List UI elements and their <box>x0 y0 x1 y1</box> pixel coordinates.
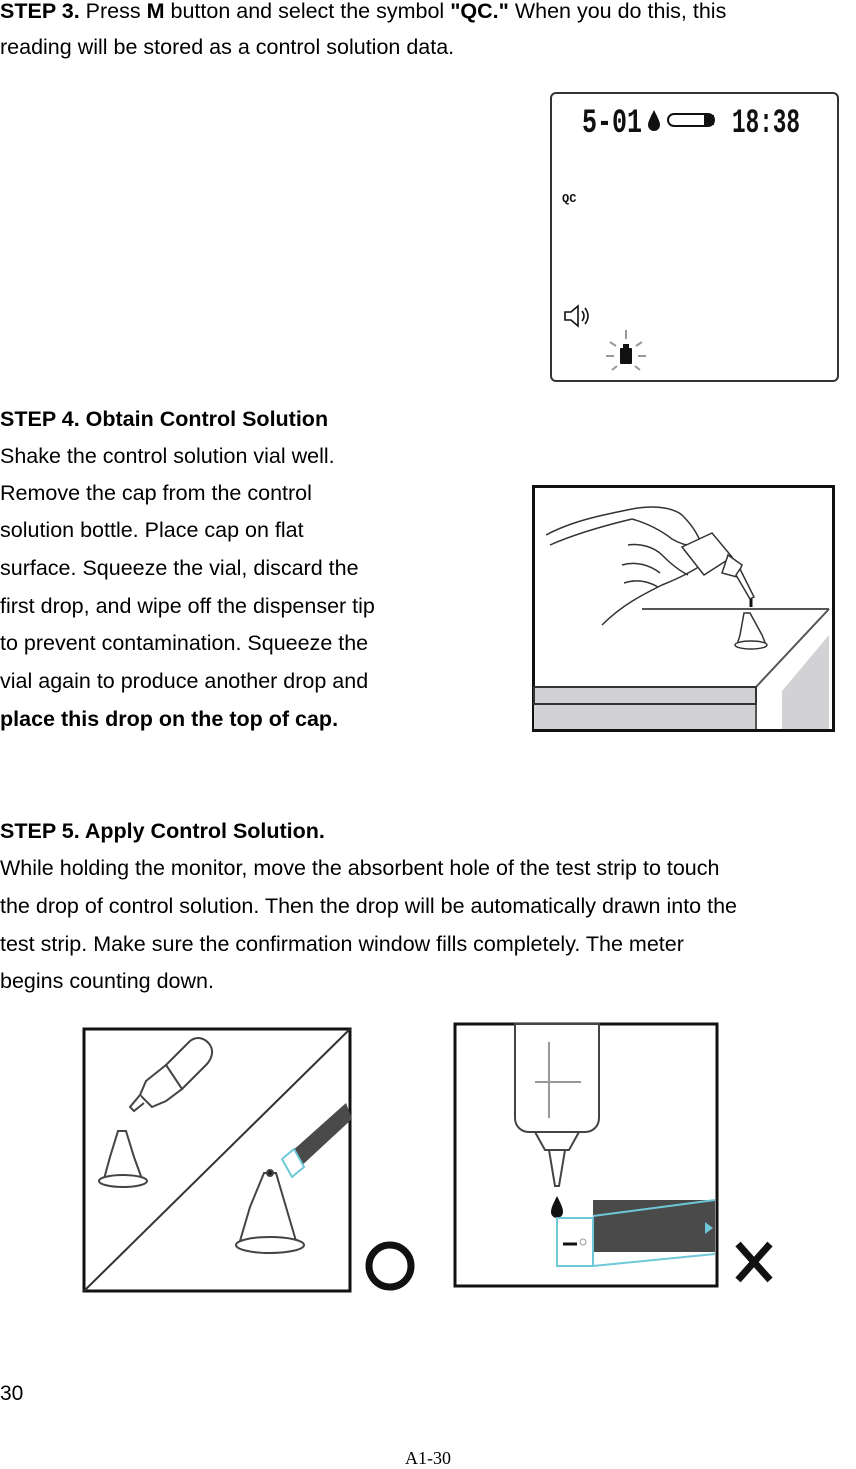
step4-title-text: STEP 4. Obtain Control Solution <box>0 407 329 431</box>
step5-line: the drop of control solution. Then the drop will be automatically drawn into the <box>0 894 738 918</box>
lcd-qc-label: QC <box>562 192 577 206</box>
step4-line: Shake the control solution vial well. <box>0 444 335 468</box>
step5-line: begins counting down. <box>0 969 214 993</box>
step4-line: first drop, and wipe off the dispenser tip <box>0 594 375 618</box>
page-code: A1-30 <box>405 1448 451 1468</box>
correct-mark-o <box>364 1240 416 1292</box>
lcd-date: 5-01 <box>582 105 642 143</box>
step5-title-text: STEP 5. Apply Control Solution. <box>0 819 325 843</box>
step3-text-1: Press <box>85 0 141 23</box>
step5-title <box>0 813 325 851</box>
step3-m-key: M <box>146 0 165 23</box>
step4-line: surface. Squeeze the vial, discard the <box>0 556 359 580</box>
step4-line: solution bottle. Place cap on flat <box>0 518 304 542</box>
correct-method-illustration <box>82 1027 354 1295</box>
step5-line: While holding the monitor, move the absorbent hole of the test strip to touch <box>0 856 720 880</box>
step3-text-2: button and select the symbol <box>170 0 445 23</box>
step3-label: STEP 3. <box>0 0 80 23</box>
wrong-method-illustration <box>453 1022 719 1288</box>
step4-title <box>0 401 328 439</box>
step4-line: to prevent contamination. Squeeze the <box>0 631 369 655</box>
step3-text-3: When you do this, this <box>514 0 727 23</box>
step4-last-bold-text: place this drop on the top of cap. <box>0 707 339 731</box>
page-number: 30 <box>0 1382 24 1405</box>
step4-line-bold <box>0 701 338 739</box>
step4-line: Remove the cap from the control <box>0 481 312 505</box>
step4-line: vial again to produce another drop and <box>0 669 369 693</box>
lcd-time: 18:38 <box>732 105 800 143</box>
step5-line: test strip. Make sure the confirmation window fills completely. The meter <box>0 932 684 956</box>
wrong-mark-x <box>734 1240 774 1284</box>
step3-line-2: reading will be stored as a control solution data. <box>0 35 455 59</box>
hand-vial-illustration <box>532 485 836 733</box>
meter-lcd-illustration <box>550 92 840 384</box>
step3-qc-symbol: "QC." <box>450 0 509 23</box>
step3-line-1 <box>0 0 726 31</box>
